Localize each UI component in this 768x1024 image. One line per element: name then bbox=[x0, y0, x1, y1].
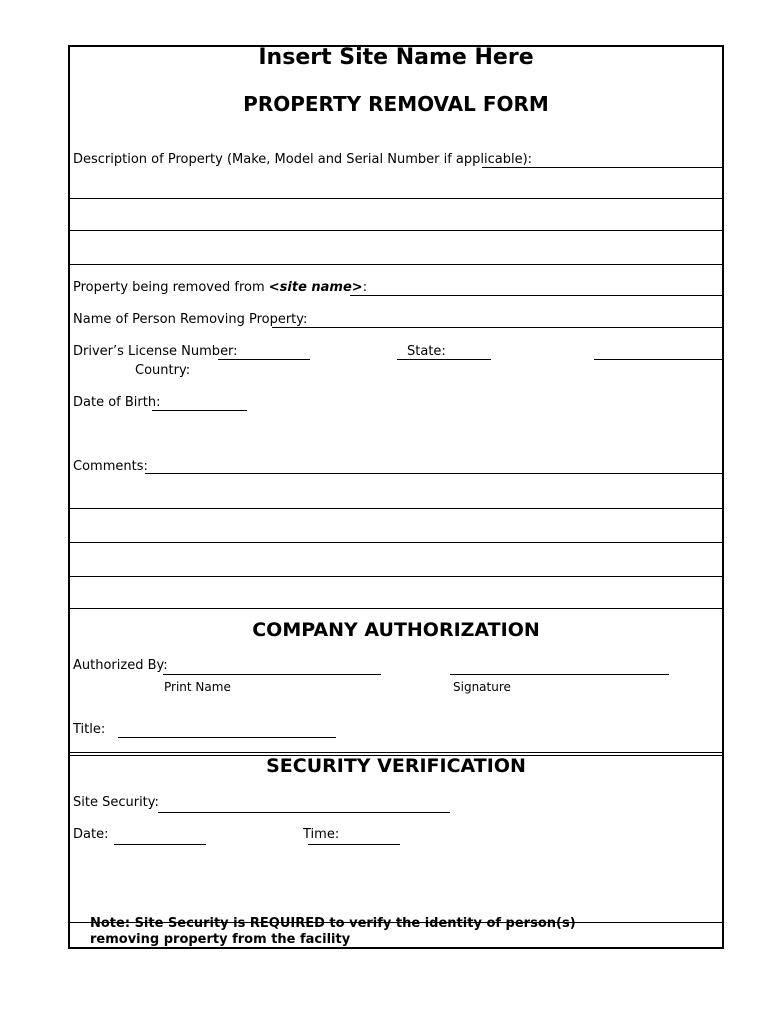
country-label: Country: bbox=[135, 363, 191, 378]
comments-label: Comments: bbox=[73, 459, 148, 474]
country-input-line[interactable] bbox=[594, 359, 724, 360]
signature-caption: Signature bbox=[453, 680, 511, 694]
section-divider-security-a bbox=[68, 752, 724, 753]
authorized-by-signature-line[interactable] bbox=[450, 674, 669, 675]
removed-from-prefix: Property being removed from bbox=[73, 280, 269, 295]
description-label: Description of Property (Make, Model and Serial Number if applicable): bbox=[73, 152, 533, 167]
removed-from-suffix: : bbox=[362, 280, 368, 295]
description-line-4[interactable] bbox=[68, 264, 724, 265]
date-of-birth-label: Date of Birth: bbox=[73, 395, 161, 410]
site-security-label: Site Security: bbox=[73, 795, 159, 810]
description-input-line[interactable] bbox=[482, 167, 724, 168]
site-name-title: Insert Site Name Here bbox=[258, 45, 534, 70]
license-number-label: Driver’s License Number: bbox=[73, 344, 238, 359]
authorized-by-name-line[interactable] bbox=[163, 674, 381, 675]
note-line-2: removing property from the facility bbox=[90, 932, 351, 947]
company-authorization-heading: COMPANY AUTHORIZATION bbox=[252, 619, 540, 641]
description-line-3[interactable] bbox=[68, 230, 724, 231]
date-input-line[interactable] bbox=[114, 844, 206, 845]
time-label: Time: bbox=[303, 827, 340, 842]
date-of-birth-input-line[interactable] bbox=[152, 410, 247, 411]
comments-line-2[interactable] bbox=[68, 508, 724, 509]
site-security-input-line[interactable] bbox=[158, 812, 450, 813]
state-label: State: bbox=[407, 344, 446, 359]
comments-input-line[interactable] bbox=[145, 473, 724, 474]
comments-line-4[interactable] bbox=[68, 576, 724, 577]
removed-from-site-placeholder: <site name> bbox=[268, 280, 363, 295]
note-line-1: Note: Site Security is REQUIRED to verify the identity of person(s) bbox=[90, 916, 576, 931]
removed-from-label bbox=[73, 280, 367, 296]
title-label: Title: bbox=[73, 722, 106, 737]
removed-from-input-line[interactable] bbox=[350, 295, 724, 296]
license-number-input-line[interactable] bbox=[218, 359, 310, 360]
person-removing-label: Name of Person Removing Property: bbox=[73, 312, 308, 327]
authorized-by-label: Authorized By: bbox=[73, 658, 168, 673]
date-label: Date: bbox=[73, 827, 109, 842]
time-input-line[interactable] bbox=[308, 844, 400, 845]
state-input-line[interactable] bbox=[397, 359, 491, 360]
section-divider-authorization bbox=[68, 608, 724, 609]
description-line-2[interactable] bbox=[68, 198, 724, 199]
security-verification-heading: SECURITY VERIFICATION bbox=[266, 755, 526, 777]
form-border bbox=[68, 45, 724, 949]
form-title: PROPERTY REMOVAL FORM bbox=[243, 92, 549, 116]
title-input-line[interactable] bbox=[118, 737, 336, 738]
print-name-caption: Print Name bbox=[164, 680, 231, 694]
comments-line-3[interactable] bbox=[68, 542, 724, 543]
person-removing-input-line[interactable] bbox=[272, 327, 724, 328]
